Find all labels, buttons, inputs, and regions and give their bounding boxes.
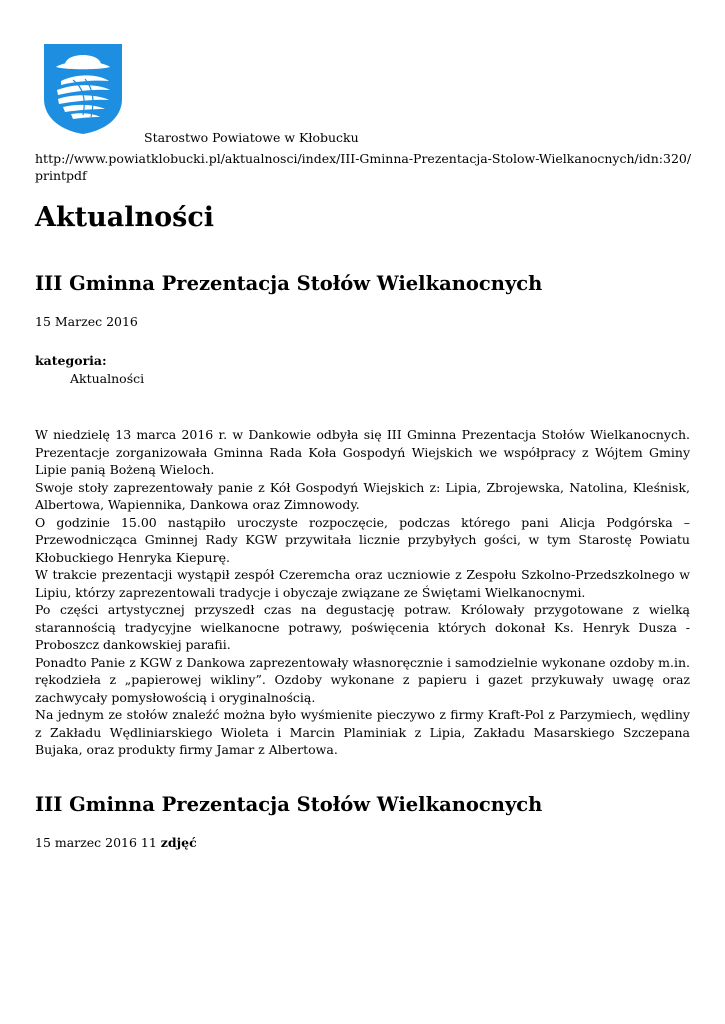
gallery-date-count: 15 marzec 2016 11 [35,835,157,850]
article-paragraph: Na jednym ze stołów znaleźć można było wyśmienite pieczywo z firmy Kraft-Pol z Parzymiech, wędliny z Zakładu Wędliniarskiego Wioleta i Marcin Plaminiak z Lipia, Zakładu Masarskiego Szczepana Bujaka, oraz produkty firmy Jamar z Albertowa. [35,707,690,757]
article-paragraph: W niedzielę 13 marca 2016 r. w Dankowie odbyła się III Gminna Prezentacja Stołów Wielkanocnych. Prezentacje zorganizowała Gminna Rada Koła Gospodyń Wiejskich we współpracy z Wójtem Gminy Lipie panią Bożeną Wieloch. [35,427,690,477]
article-paragraph: W trakcie prezentacji wystąpił zespół Czeremcha oraz uczniowie z Zespołu Szkolno-Przedszkolnego w Lipiu, którzy zaprezentowali tradycje i obyczaje związane ze Świętami Wielkanocnymi. [35,567,690,600]
category-label: kategoria: [35,353,107,368]
county-coat-of-arms-icon [43,43,123,135]
article-title: III Gminna Prezentacja Stołów Wielkanocnych [35,272,543,295]
category-value: Aktualności [70,371,145,386]
page-title: Aktualności [35,202,215,233]
article-date: 15 Marzec 2016 [35,314,138,329]
article-paragraph: Po części artystycznej przyszedł czas na degustację potraw. Królowały przygotowane z wielką starannością tradycyjne wielkanocne potrawy, poświęcenia których dokonał Ks. Henryk Dusza - Proboszcz dankowskiej parafii. [35,602,690,652]
article-body [35,426,690,759]
gallery-title: III Gminna Prezentacja Stołów Wielkanocnych [35,793,543,816]
article-paragraph: O godzinie 15.00 nastąpiło uroczyste rozpoczęcie, podczas którego pani Alicja Podgórska – Przewodnicząca Gminnej Rady KGW przywitała licznie przybyłych gości, w tym Starostę Powiatu Kłobuckiego Henryka Kiepurę. [35,514,690,565]
article-paragraph: Swoje stoły zaprezentowały panie z Kół Gospodyń Wiejskich z: Lipia, Zbrojewska, Natolina, Kleśnisk, Albertowa, Wapiennika, Dankowa oraz Zimnowody. [35,479,690,512]
article-paragraph: Ponadto Panie z KGW z Dankowa zaprezentowały własnoręcznie i samodzielnie wykonane ozdoby m.in. rękodzieła z „papierowej wikliny”. Ozdoby wykonane z papieru i gazet przykuwały uwagę oraz zachwycały pomysłowością i oryginalnością. [35,654,690,705]
gallery-info [35,834,197,851]
gallery-photos-label: zdjęć [160,835,197,850]
organization-name: Starostwo Powiatowe w Kłobucku [144,130,359,145]
source-url: http://www.powiatklobucki.pl/aktualnosci/index/III-Gminna-Prezentacja-Stolow-Wielkanocnych/idn:320/printpdf [35,151,692,183]
